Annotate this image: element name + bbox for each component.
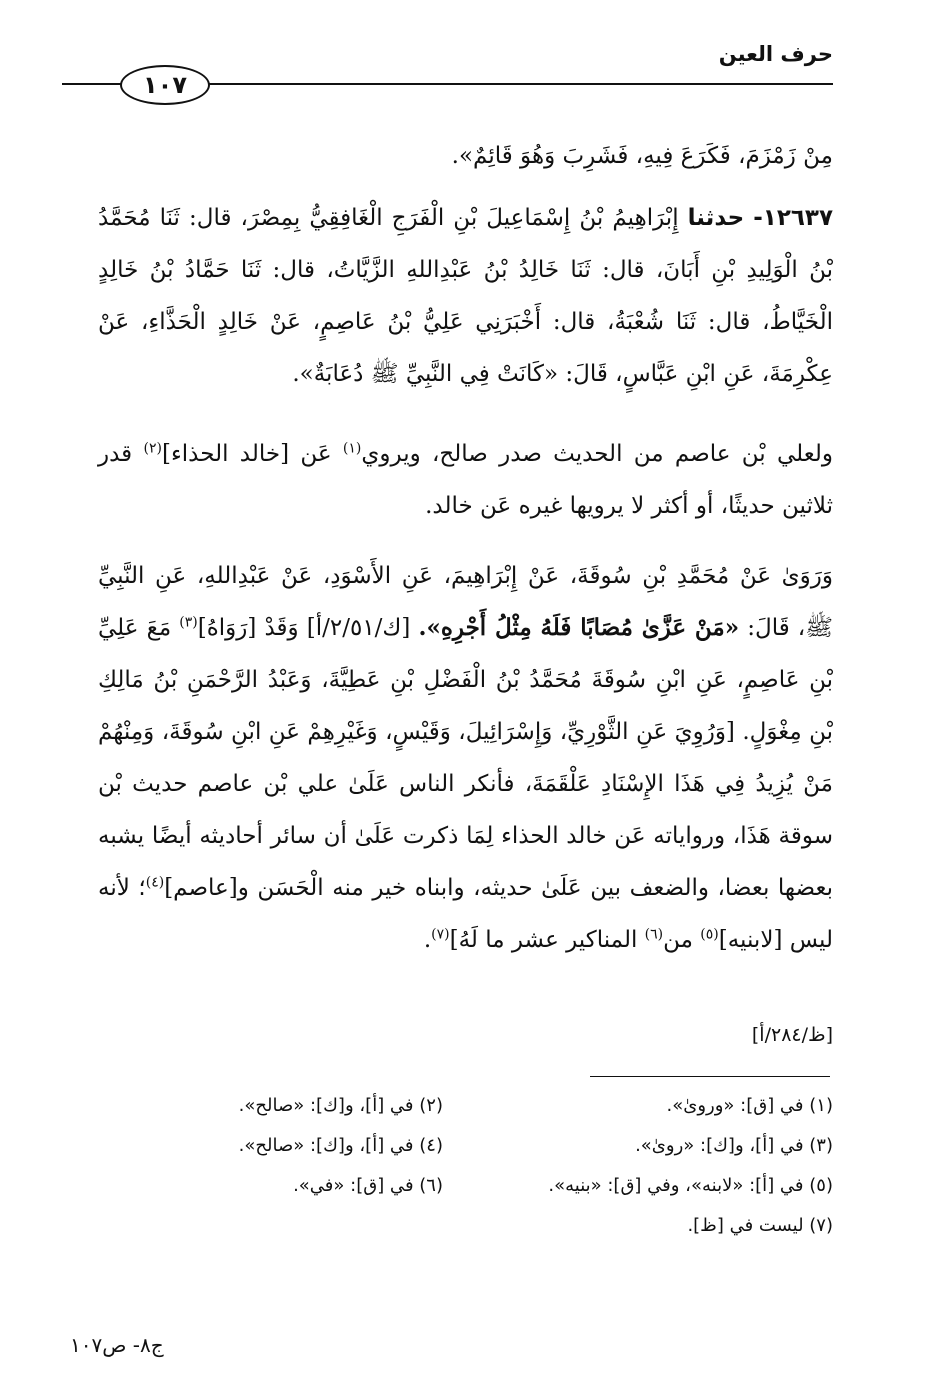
volume-page-marker: ج٨- ص١٠٧ — [70, 1333, 164, 1357]
footnote-ref-3: (٣) — [179, 614, 198, 631]
footnote-6: (٦) في [ق]: «في». — [293, 1175, 443, 1196]
commentary-text: ؛ لأنه ليس [لابنيه] — [98, 875, 833, 953]
paragraph-continuation: مِنْ زَمْزَمَ، فَكَرَعَ فِيهِ، فَشَرِبَ وَهُوَ قَائِمٌ». — [451, 143, 833, 169]
footnote-ref-4: (٤) — [145, 874, 165, 891]
commentary-text: ولعلي بْن عاصم من الحديث صدر صالح، ويروي — [361, 441, 833, 467]
commentary-text: مَعَ عَلِيِّ بْنِ عَاصِمٍ، عَنِ ابْنِ سُوقَةَ مُحَمَّدُ بْنُ الْفَضْلِ بْنِ عَطِيَّةَ، وَعَبْدُ الرَّحْمَنِ بْنُ مَالِكِ بْنِ مِغْوَلٍ. [وَرُوِيَ عَنِ الثَّوْرِيِّ، وَإِسْرَائِيلَ، وَقَيْسٍ، وَغَيْرِهِمْ عَنِ ابْنِ سُوقَةَ، وَمِنْهُمْ مَنْ يُزِيدُ فِي هَذَا الإِسْنَادِ عَلْقَمَةَ، فأنكر الناس عَلَىٰ علي بْن عاصم حديث بْن سوقة هَذَا، ورواياته عَن خالد الحذاء لِمَا ذكرت عَلَىٰ أن سائر أحاديثه أيضًا يشبه بعضها بعضا، والضعف بين عَلَىٰ حديثه، وابناه خير منه الْحَسَن و[عاصم] — [98, 615, 833, 901]
hadith-number: ١٢٦٣٧- — [753, 205, 833, 231]
footnote-1: (١) في [ق]: «ورویٰ». — [666, 1095, 833, 1116]
hadith-quote: «مَنْ عَزَّىٰ مُصَابًا فَلَهُ مِثْلُ أَجْرِهِ». — [418, 614, 740, 641]
footnote-ref-5: (٥) — [700, 926, 719, 943]
hadith-text: إِبْرَاهِيمُ بْنُ إِسْمَاعِيلَ بْنِ الْفَرَجِ الْغَافِقِيُّ بِمِصْرَ، قال: ثَنَا مُحَمَّدُ بْنُ الْوَلِيدِ بْنِ أَبَانَ، قال: ثَنَا خَالِدُ بْنُ عَبْدِاللهِ الزَّيَّاتُ، قال: ثَنَا حَمَّادُ بْنُ خَالِدٍ الْخَيَّاطُ، قال: ثَنَا شُعْبَةُ، قال: أَخْبَرَنِي عَلِيُّ بْنُ عَاصِمٍ، عَنْ خَالِدٍ الْحَذَّاءِ، عَنْ عِكْرِمَةَ، عَنِ ابْنِ عَبَّاسٍ، قَالَ: «كَانَتْ فِي النَّبِيِّ ﷺ دُعَابَةٌ». — [98, 205, 833, 387]
page-number: ١٠٧ — [120, 65, 210, 105]
commentary-text: المناكير عشر ما لَهُ] — [449, 927, 638, 953]
footnote-ref-2: (٢) — [143, 440, 162, 457]
footnote-2: (٢) في [أ]، و[ك]: «صالح». — [238, 1095, 443, 1116]
commentary-text: من — [663, 927, 693, 953]
footnote-rule — [590, 1076, 830, 1077]
commentary-text: [ك/٢/٥١/أ] وَقَدْ [رَوَاهُ] — [197, 615, 411, 641]
commentary-text: . — [423, 927, 432, 953]
footnote-ref-1: (١) — [342, 440, 362, 457]
haddathana-word: حدثنا — [687, 205, 745, 231]
footnote-ref-6: (٦) — [644, 926, 664, 943]
hadith-paragraph — [98, 192, 833, 400]
manuscript-folio-marker: [ظ/٢٨٤/أ] — [751, 1024, 833, 1046]
footnote-ref-7: (٧) — [431, 926, 450, 943]
running-title: حرف العين — [718, 42, 833, 66]
footnote-5: (٥) في [أ]: «لابنه»، وفي [ق]: «بنيه». — [548, 1175, 833, 1196]
footnote-3: (٣) في [أ]، و[ك]: «رویٰ». — [635, 1135, 833, 1156]
commentary-text: وَرَوَىٰ عَنْ مُحَمَّدِ بْنِ سُوقَةَ، عَنْ إِبْرَاهِيمَ، عَنِ الأَسْوَدِ، عَنْ عَبْدِاللهِ، عَنِ النَّبِيِّ ﷺ، قَالَ: — [98, 563, 834, 641]
commentary-text: عَن [خالد الحذاء] — [161, 441, 332, 467]
commentary-paragraph — [98, 550, 833, 966]
commentary-paragraph — [98, 428, 833, 532]
footnote-4: (٤) في [أ]، و[ك]: «صالح». — [238, 1135, 443, 1156]
footnote-7: (٧) ليست في [ظ]. — [687, 1215, 833, 1236]
commentary-text: قدر ثلاثين حديثًا، أو أكثر لا يرويها غيره عَن خالد. — [98, 441, 833, 519]
